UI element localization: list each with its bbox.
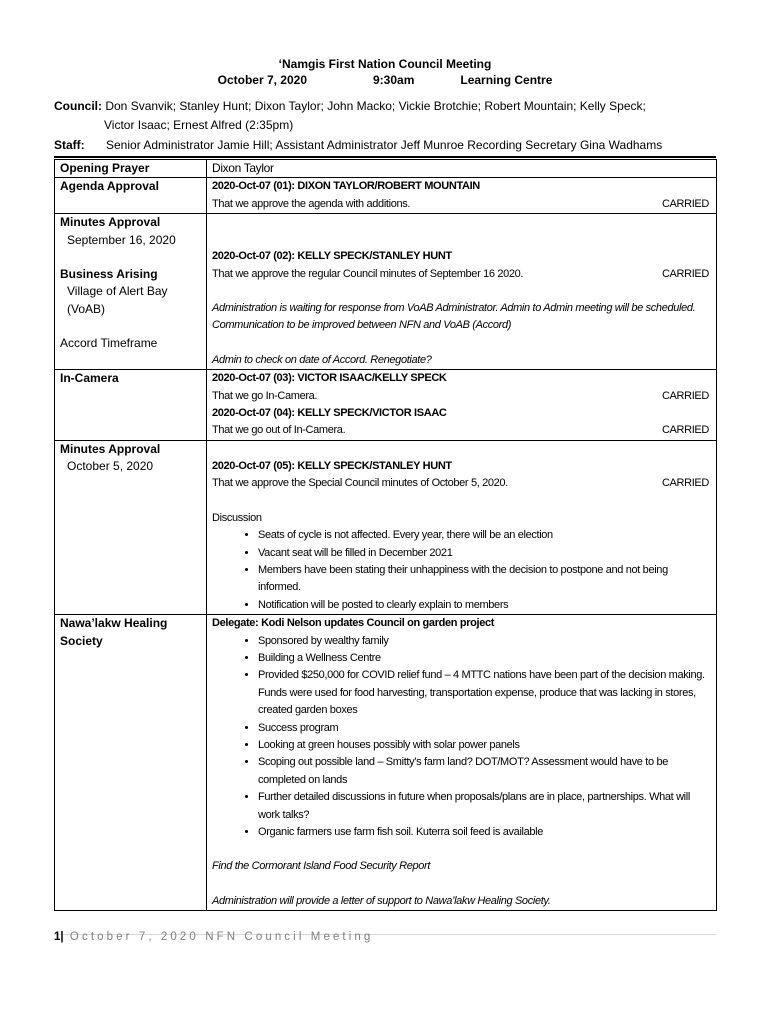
list-item: • Provided $250,000 for COVID relief fund – 4 MTTC nations have been part of the decision making. Funds were used for food harvesting, transportation expense, produce that was lacking in stores, created garden boxes xyxy=(258,667,711,719)
motion-text: That we approve the agenda with additions. xyxy=(212,197,411,210)
motion-line xyxy=(212,422,711,439)
delegate-list xyxy=(212,633,711,842)
motion-line xyxy=(212,266,711,283)
accord-timeframe-label: Accord Timeframe xyxy=(60,336,158,351)
meeting-time: 9:30am xyxy=(373,73,415,87)
list-item: • Building a Wellness Centre xyxy=(258,650,711,667)
motion-number: 2020-Oct-07 (05): KELLY SPECK/STANLEY HUNT xyxy=(212,459,452,472)
staff-label: Staff: xyxy=(54,138,85,152)
table-row xyxy=(55,178,717,214)
agenda-approval-cell xyxy=(207,178,717,214)
list-item: • Scoping out possible land – Smitty’s farm land? DOT/MOT? Assessment would have to be completed on lands xyxy=(258,754,711,789)
council-attendance xyxy=(54,97,646,116)
support-letter-note: Administration will provide a letter of support to Nawa’lakw Healing Society. xyxy=(212,894,551,907)
motion-result: CARRIED xyxy=(661,389,709,402)
motion-number: 2020-Oct-07 (02): KELLY SPECK/STANLEY HUNT xyxy=(212,250,452,263)
in-camera-label: In-Camera xyxy=(55,370,207,441)
minutes-table xyxy=(54,159,717,911)
minutes-oct-cell xyxy=(207,440,717,614)
motion-text: That we go In-Camera. xyxy=(212,389,318,402)
minutes-approval-label: Minutes Approval xyxy=(60,441,161,456)
table-row xyxy=(55,440,717,614)
discussion-label: Discussion xyxy=(212,511,262,524)
motion-result: CARRIED xyxy=(661,424,709,437)
list-item: • Further detailed discussions in future when proposals/plans are in place, partnerships. What will work talks? xyxy=(258,789,711,824)
agenda-approval-label: Agenda Approval xyxy=(55,178,207,214)
footer-separator: | xyxy=(60,931,64,943)
business-arising-sub2: (VoAB) xyxy=(67,301,106,316)
in-camera-cell xyxy=(207,370,717,441)
discussion-list xyxy=(212,527,711,614)
list-item: • Members have been stating their unhappiness with the decision to postpone and not being informed. xyxy=(258,562,711,597)
minutes-business-cell xyxy=(207,214,717,370)
list-item: • Success program xyxy=(258,720,711,737)
staff-attendance xyxy=(54,136,663,155)
page-number: 1 xyxy=(54,931,61,943)
minutes-business-labels xyxy=(55,214,207,370)
healing-society-cell xyxy=(207,615,717,911)
business-arising-label: Business Arising xyxy=(60,267,158,282)
motion-text: That we approve the regular Council minutes of September 16 2020. xyxy=(212,267,524,280)
motion-number: 2020-Oct-07 (01): DIXON TAYLOR/ROBERT MOUNTAIN xyxy=(212,180,480,193)
table-row xyxy=(55,370,717,441)
minutes-approval-date: September 16, 2020 xyxy=(67,232,176,247)
opening-prayer-label: Opening Prayer xyxy=(55,160,207,178)
list-item: • Notification will be posted to clearly explain to members xyxy=(258,597,711,614)
motion-text: That we go out of In-Camera. xyxy=(212,424,346,437)
voab-note: Administration is waiting for response from VoAB Administrator. Admin to Admin meeting will be scheduled. Communication to be improved between NFN and VoAB (Accord) xyxy=(212,302,696,332)
council-members-cont: Victor Isaac; Ernest Alfred (2:35pm) xyxy=(104,118,294,132)
motion-result: CARRIED xyxy=(661,267,709,280)
motion-number: 2020-Oct-07 (03): VICTOR ISAAC/KELLY SPECK xyxy=(212,372,447,385)
council-members: Don Svanvik; Stanley Hunt; Dixon Taylor; John Macko; Vickie Brotchie; Robert Mountain; Kelly Speck; xyxy=(105,99,646,113)
minutes-approval-date: October 5, 2020 xyxy=(67,459,154,474)
table-row xyxy=(55,160,717,178)
motion-line xyxy=(212,196,711,213)
delegate-heading: Delegate: Kodi Nelson updates Council on garden project xyxy=(212,617,495,630)
healing-society-label-cont: Society xyxy=(60,633,103,648)
list-item: • Organic farmers use farm fish soil. Kuterra soil feed is available xyxy=(258,824,711,841)
minutes-oct-labels xyxy=(55,440,207,614)
healing-society-labels xyxy=(55,615,207,911)
opening-prayer-value: Dixon Taylor xyxy=(207,160,717,178)
header-divider xyxy=(54,156,716,158)
motion-line xyxy=(212,388,711,405)
list-item: • Vacant seat will be filled in December 2021 xyxy=(258,545,711,562)
motion-result: CARRIED xyxy=(661,477,709,490)
accord-note: Admin to check on date of Accord. Renegotiate? xyxy=(212,353,432,366)
healing-society-label: Nawa’lakw Healing xyxy=(60,616,168,631)
meeting-info xyxy=(0,73,770,87)
table-row xyxy=(55,615,717,911)
motion-number: 2020-Oct-07 (04): KELLY SPECK/VICTOR ISAAC xyxy=(212,407,447,420)
business-arising-sub1: Village of Alert Bay xyxy=(67,284,168,299)
list-item: • Seats of cycle is not affected. Every year, there will be an election xyxy=(258,527,711,544)
page-footer xyxy=(54,931,373,943)
footer-text: October 7, 2020 NFN Council Meeting xyxy=(69,931,374,943)
minutes-approval-label: Minutes Approval xyxy=(60,215,161,230)
motion-text: That we approve the Special Council minutes of October 5, 2020. xyxy=(212,477,508,490)
list-item: • Sponsored by wealthy family xyxy=(258,633,711,650)
meeting-title: ‘Namgis First Nation Council Meeting xyxy=(278,57,492,71)
staff-members: Senior Administrator Jamie Hill; Assistant Administrator Jeff Munroe Recording Secretary Gina Wadhams xyxy=(106,138,663,152)
motion-result: CARRIED xyxy=(661,197,709,210)
motion-line xyxy=(212,475,711,492)
council-label: Council: xyxy=(54,99,102,113)
table-row xyxy=(55,214,717,370)
list-item: • Looking at green houses possibly with solar power panels xyxy=(258,737,711,754)
meeting-location: Learning Centre xyxy=(460,73,553,87)
meeting-date: October 7, 2020 xyxy=(217,73,307,87)
report-note: Find the Cormorant Island Food Security Report xyxy=(212,860,431,873)
